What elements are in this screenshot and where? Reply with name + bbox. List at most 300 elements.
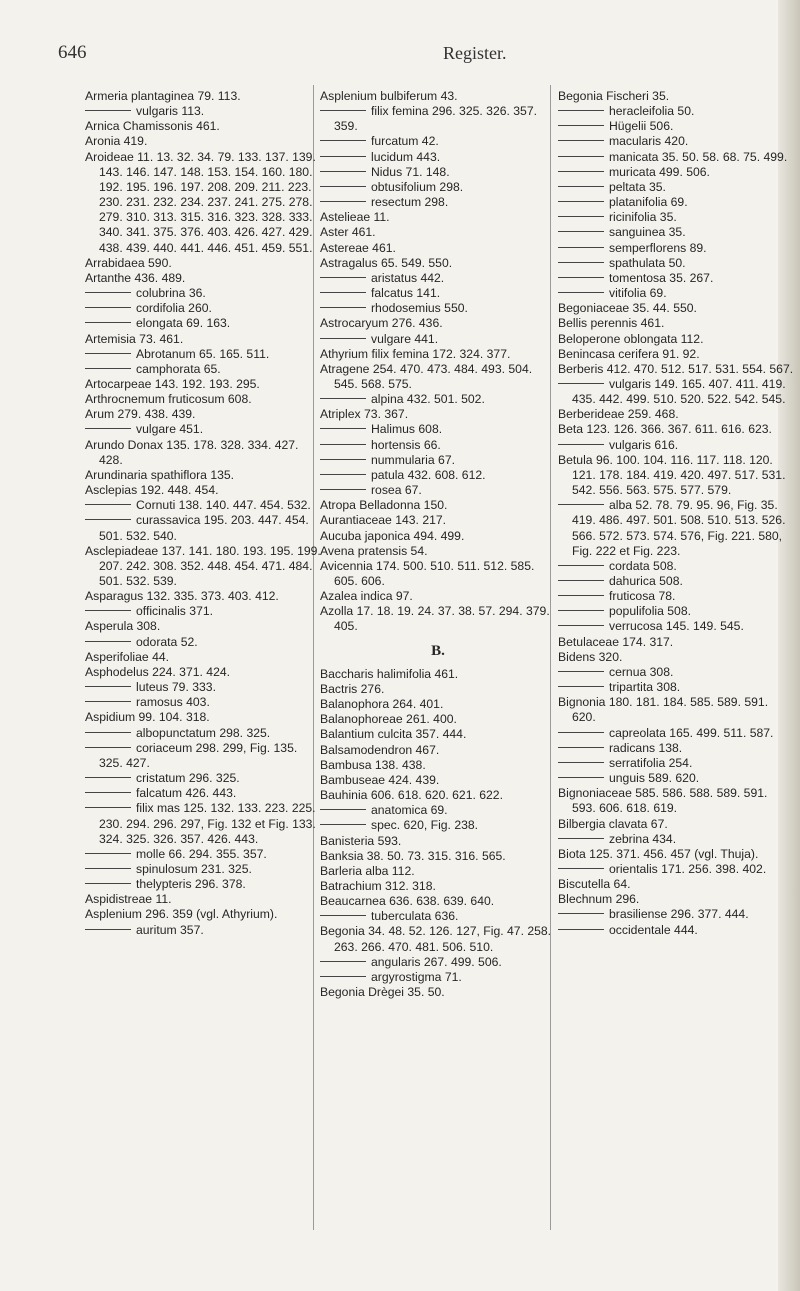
entry-text: populifolia 508. bbox=[609, 604, 691, 619]
entry-text: Arthrocnemum fruticosum 608. bbox=[85, 392, 252, 407]
entry-text: Banksia 38. 50. 73. 315. 316. 565. bbox=[320, 848, 506, 863]
repeat-dash bbox=[558, 201, 604, 202]
entry-text: Asperifoliae 44. bbox=[85, 649, 170, 664]
entry-text: Balanophoreae 261. 400. bbox=[320, 712, 457, 727]
entry-text: manicata 35. 50. 58. 68. 75. 499. bbox=[609, 149, 788, 164]
repeat-dash bbox=[85, 307, 131, 308]
entry-text: Arum 279. 438. 439. bbox=[85, 407, 196, 422]
index-entry bbox=[85, 134, 321, 149]
index-entry bbox=[320, 210, 556, 225]
entry-text: angularis 267. 499. 506. bbox=[371, 954, 502, 969]
index-subentry bbox=[85, 862, 321, 877]
repeat-dash bbox=[558, 504, 604, 505]
entry-text: Begoniaceae 35. 44. 550. bbox=[558, 301, 697, 316]
entry-text: Astelieae 11. bbox=[320, 210, 390, 225]
repeat-dash bbox=[320, 186, 366, 187]
repeat-dash bbox=[558, 216, 604, 217]
repeat-dash bbox=[558, 262, 604, 263]
entry-text: Abrotanum 65. 165. 511. bbox=[136, 346, 270, 361]
entry-text: coriaceum 298. 299, Fig. 135. 325. 427. bbox=[99, 740, 298, 770]
index-subentry bbox=[558, 438, 794, 453]
entry-text: Barleria alba 112. bbox=[320, 863, 415, 878]
index-subentry bbox=[558, 559, 794, 574]
entry-text: falcatum 426. 443. bbox=[136, 786, 237, 801]
index-column-2 bbox=[320, 89, 556, 1000]
index-subentry bbox=[320, 970, 556, 985]
index-subentry bbox=[558, 923, 794, 938]
index-subentry bbox=[320, 453, 556, 468]
index-entry bbox=[320, 347, 556, 362]
index-entry bbox=[85, 544, 321, 589]
entry-text: camphorata 65. bbox=[136, 361, 221, 376]
repeat-dash bbox=[85, 292, 131, 293]
repeat-dash bbox=[320, 156, 366, 157]
index-entry bbox=[558, 817, 794, 832]
repeat-dash bbox=[558, 732, 604, 733]
index-entry bbox=[85, 468, 321, 483]
repeat-dash bbox=[85, 701, 131, 702]
repeat-dash bbox=[85, 883, 131, 884]
index-entry bbox=[320, 758, 556, 773]
index-subentry bbox=[85, 362, 321, 377]
index-entry bbox=[558, 650, 794, 665]
repeat-dash bbox=[558, 292, 604, 293]
entry-text: filix mas 125. 132. 133. 223. 225. 230. 294. 296. 297, Fig. 132 et Fig. 133. 324. 325. 326. 357. 426. 443. bbox=[99, 801, 316, 846]
entry-text: Berberideae 259. 468. bbox=[558, 407, 679, 422]
index-entry bbox=[85, 589, 321, 604]
entry-text: sanguinea 35. bbox=[609, 225, 686, 240]
repeat-dash bbox=[85, 519, 131, 520]
index-subentry bbox=[558, 574, 794, 589]
index-subentry bbox=[320, 180, 556, 195]
entry-text: tuberculata 636. bbox=[371, 909, 459, 924]
entry-text: Aspidium 99. 104. 318. bbox=[85, 710, 210, 725]
index-entry bbox=[320, 604, 556, 634]
entry-text: cernua 308. bbox=[609, 664, 674, 679]
entry-text: spinulosum 231. 325. bbox=[136, 861, 252, 876]
index-subentry bbox=[85, 498, 321, 513]
entry-text: vulgare 441. bbox=[371, 331, 439, 346]
repeat-dash bbox=[320, 489, 366, 490]
index-subentry bbox=[85, 680, 321, 695]
entry-text: orientalis 171. 256. 398. 402. bbox=[609, 861, 767, 876]
entry-text: Azolla 17. 18. 19. 24. 37. 38. 57. 294. 379. 405. bbox=[320, 604, 550, 634]
index-subentry bbox=[558, 180, 794, 195]
entry-text: alba 52. 78. 79. 95. 96, Fig. 35. 419. 486. 497. 501. 508. 510. 513. 526. 566. 572. 573. 574. 576, Fig. 221. 580, Fig. 222 et Fig. 223. bbox=[572, 498, 786, 558]
repeat-dash bbox=[85, 747, 131, 748]
repeat-dash bbox=[558, 686, 604, 687]
entry-text: Asclepiadeae 137. 141. 180. 193. 195. 199. 207. 242. 308. 352. 448. 454. 471. 484. 501. 532. 539. bbox=[85, 543, 321, 588]
index-subentry bbox=[85, 604, 321, 619]
entry-text: Aronia 419. bbox=[85, 134, 148, 149]
repeat-dash bbox=[320, 976, 366, 977]
entry-text: Artocarpeae 143. 192. 193. 295. bbox=[85, 376, 260, 391]
entry-text: Bambuseae 424. 439. bbox=[320, 772, 440, 787]
entry-text: Asplenium bulbiferum 43. bbox=[320, 89, 458, 103]
index-entry bbox=[320, 589, 556, 604]
entry-text: vulgaris 616. bbox=[609, 437, 679, 452]
entry-text: Bauhinia 606. 618. 620. 621. 622. bbox=[320, 788, 503, 803]
index-subentry bbox=[558, 589, 794, 604]
repeat-dash bbox=[558, 140, 604, 141]
entry-text: Bidens 320. bbox=[558, 649, 623, 664]
repeat-dash bbox=[558, 565, 604, 566]
index-subentry bbox=[320, 271, 556, 286]
entry-text: Biota 125. 371. 456. 457 (vgl. Thuja). bbox=[558, 846, 759, 861]
entry-text: cordata 508. bbox=[609, 558, 677, 573]
index-subentry bbox=[558, 225, 794, 240]
index-subentry bbox=[320, 955, 556, 970]
repeat-dash bbox=[558, 762, 604, 763]
index-subentry bbox=[320, 150, 556, 165]
entry-text: Berberis 412. 470. 512. 517. 531. 554. 567. bbox=[558, 361, 794, 376]
index-subentry bbox=[558, 210, 794, 225]
entry-text: molle 66. 294. 355. 357. bbox=[136, 846, 267, 861]
entry-text: Bellis perennis 461. bbox=[558, 316, 665, 331]
index-entry bbox=[320, 864, 556, 879]
repeat-dash bbox=[558, 110, 604, 111]
running-head: Register. bbox=[443, 43, 507, 63]
entry-text: brasiliense 296. 377. 444. bbox=[609, 907, 749, 922]
entry-text: patula 432. 608. 612. bbox=[371, 467, 486, 482]
index-entry bbox=[558, 301, 794, 316]
index-subentry bbox=[85, 877, 321, 892]
index-entry bbox=[85, 271, 321, 286]
entry-text: Baccharis halimifolia 461. bbox=[320, 666, 459, 681]
entry-text: Balantium culcita 357. 444. bbox=[320, 727, 467, 742]
index-entry bbox=[558, 407, 794, 422]
repeat-dash bbox=[558, 171, 604, 172]
index-entry bbox=[320, 924, 556, 954]
repeat-dash bbox=[85, 807, 131, 808]
index-entry bbox=[320, 682, 556, 697]
index-entry bbox=[85, 377, 321, 392]
index-entry bbox=[558, 892, 794, 907]
index-subentry bbox=[558, 756, 794, 771]
index-subentry bbox=[558, 241, 794, 256]
index-subentry bbox=[558, 271, 794, 286]
index-subentry bbox=[320, 332, 556, 347]
index-subentry bbox=[558, 862, 794, 877]
repeat-dash bbox=[558, 610, 604, 611]
repeat-dash bbox=[558, 186, 604, 187]
entry-text: Asparagus 132. 335. 373. 403. 412. bbox=[85, 589, 279, 604]
entry-text: Aroideae 11. 13. 32. 34. 79. 133. 137. 139. 143. 146. 147. 148. 153. 154. 160. 180. 192. 195. 196. 197. 208. 209. 211. 223. 230. 231. 232. 234. 237. 241. 275. 278. 279. 310. 313. 315. 316. 323. 328. 333. 340. 341. 375. 376. 403. 426. 427. 429. 438. 439. 440. 441. 446. 451. 459. 551. bbox=[85, 149, 316, 255]
index-entry bbox=[85, 119, 321, 134]
repeat-dash bbox=[320, 474, 366, 475]
section-letter: B. bbox=[431, 642, 445, 659]
repeat-dash bbox=[558, 125, 604, 126]
entry-text: Nidus 71. 148. bbox=[371, 164, 450, 179]
entry-text: albopunctatum 298. 325. bbox=[136, 725, 271, 740]
repeat-dash bbox=[320, 915, 366, 916]
entry-text: ricinifolia 35. bbox=[609, 210, 677, 225]
entry-text: Aster 461. bbox=[320, 225, 376, 240]
repeat-dash bbox=[558, 868, 604, 869]
repeat-dash bbox=[85, 641, 131, 642]
index-subentry bbox=[558, 195, 794, 210]
entry-text: resectum 298. bbox=[371, 195, 449, 210]
index-entry bbox=[85, 256, 321, 271]
entry-text: Arundo Donax 135. 178. 328. 334. 427. 428. bbox=[85, 437, 299, 467]
entry-text: peltata 35. bbox=[609, 179, 666, 194]
index-entry bbox=[85, 907, 321, 922]
index-subentry bbox=[85, 786, 321, 801]
repeat-dash bbox=[320, 444, 366, 445]
index-subentry bbox=[558, 256, 794, 271]
entry-text: lucidum 443. bbox=[371, 149, 441, 164]
index-entry bbox=[320, 362, 556, 392]
index-entry bbox=[558, 847, 794, 862]
repeat-dash bbox=[85, 792, 131, 793]
index-subentry bbox=[320, 422, 556, 437]
entry-text: Athyrium filix femina 172. 324. 377. bbox=[320, 346, 511, 361]
repeat-dash bbox=[85, 732, 131, 733]
repeat-dash bbox=[85, 110, 131, 111]
index-subentry bbox=[558, 377, 794, 407]
index-entry bbox=[320, 879, 556, 894]
entry-text: Halimus 608. bbox=[371, 422, 443, 437]
entry-text: Bignoniaceae 585. 586. 588. 589. 591. 593. 606. 618. 619. bbox=[558, 786, 768, 816]
repeat-dash bbox=[320, 809, 366, 810]
index-entry bbox=[320, 773, 556, 788]
entry-text: Bignonia 180. 181. 184. 585. 589. 591. 620. bbox=[558, 695, 769, 725]
repeat-dash bbox=[85, 853, 131, 854]
repeat-dash bbox=[320, 171, 366, 172]
index-entry bbox=[558, 786, 794, 816]
index-subentry bbox=[85, 513, 321, 543]
index-entry bbox=[320, 712, 556, 727]
entry-text: unguis 589. 620. bbox=[609, 771, 700, 786]
entry-text: vulgaris 149. 165. 407. 411. 419. 435. 442. 499. 510. 520. 522. 542. 545. bbox=[572, 376, 786, 407]
index-entry bbox=[85, 407, 321, 422]
index-subentry bbox=[558, 619, 794, 634]
index-entry bbox=[320, 544, 556, 559]
entry-text: Betulaceae 174. 317. bbox=[558, 634, 674, 649]
entry-text: Azalea indica 97. bbox=[320, 589, 413, 604]
entry-text: vulgaris 113. bbox=[136, 104, 205, 119]
repeat-dash bbox=[85, 504, 131, 505]
entry-text: muricata 499. 506. bbox=[609, 164, 710, 179]
index-column-1 bbox=[85, 89, 321, 938]
entry-text: obtusifolium 298. bbox=[371, 179, 464, 194]
entry-text: vulgare 451. bbox=[136, 422, 204, 437]
entry-text: cordifolia 260. bbox=[136, 301, 212, 316]
entry-text: spec. 620, Fig. 238. bbox=[371, 818, 479, 833]
index-entry bbox=[320, 985, 556, 1000]
index-entry bbox=[558, 635, 794, 650]
entry-text: Benincasa cerifera 91. 92. bbox=[558, 346, 700, 361]
entry-text: argyrostigma 71. bbox=[371, 969, 462, 984]
index-entry bbox=[85, 710, 321, 725]
entry-text: auritum 357. bbox=[136, 922, 204, 937]
index-subentry bbox=[85, 286, 321, 301]
index-subentry bbox=[320, 165, 556, 180]
repeat-dash bbox=[558, 671, 604, 672]
entry-text: Begonia Drègei 35. 50. bbox=[320, 985, 445, 1000]
entry-text: Asplenium 296. 359 (vgl. Athyrium). bbox=[85, 907, 278, 922]
repeat-dash bbox=[558, 929, 604, 930]
index-entry bbox=[85, 392, 321, 407]
repeat-dash bbox=[558, 580, 604, 581]
repeat-dash bbox=[558, 277, 604, 278]
index-subentry bbox=[85, 104, 321, 119]
entry-text: tripartita 308. bbox=[609, 680, 681, 695]
entry-text: cristatum 296. 325. bbox=[136, 771, 240, 786]
entry-text: odorata 52. bbox=[136, 634, 198, 649]
entry-text: Bambusa 138. 438. bbox=[320, 757, 426, 772]
index-subentry bbox=[320, 286, 556, 301]
index-entry bbox=[558, 316, 794, 331]
repeat-dash bbox=[558, 444, 604, 445]
entry-text: Arundinaria spathiflora 135. bbox=[85, 467, 235, 482]
entry-text: Hügelii 506. bbox=[609, 119, 674, 134]
entry-text: Begonia 34. 48. 52. 126. 127, Fig. 47. 258. 263. 266. 470. 481. 506. 510. bbox=[320, 924, 552, 954]
entry-text: filix femina 296. 325. 326. 357. 359. bbox=[334, 104, 537, 134]
index-subentry bbox=[85, 301, 321, 316]
index-entry bbox=[320, 316, 556, 331]
index-column-3 bbox=[558, 89, 794, 938]
entry-text: occidentale 444. bbox=[609, 922, 698, 937]
index-entry bbox=[85, 89, 321, 104]
index-subentry bbox=[85, 771, 321, 786]
repeat-dash bbox=[85, 353, 131, 354]
repeat-dash bbox=[320, 140, 366, 141]
entry-text: Astereae 461. bbox=[320, 240, 396, 255]
index-subentry bbox=[85, 316, 321, 331]
index-entry bbox=[85, 892, 321, 907]
index-entry bbox=[85, 150, 321, 256]
index-subentry bbox=[558, 150, 794, 165]
entry-text: macularis 420. bbox=[609, 134, 689, 149]
index-subentry bbox=[558, 134, 794, 149]
entry-text: Beaucarnea 636. 638. 639. 640. bbox=[320, 894, 495, 909]
index-entry bbox=[320, 529, 556, 544]
entry-text: Aurantiaceae 143. 217. bbox=[320, 513, 447, 528]
index-subentry bbox=[558, 665, 794, 680]
entry-text: Armeria plantaginea 79. 113. bbox=[85, 89, 241, 103]
repeat-dash bbox=[320, 277, 366, 278]
index-subentry bbox=[85, 695, 321, 710]
entry-text: fruticosa 78. bbox=[609, 589, 676, 604]
index-subentry bbox=[558, 604, 794, 619]
entry-text: rhodosemius 550. bbox=[371, 301, 468, 316]
repeat-dash bbox=[558, 383, 604, 384]
index-entry bbox=[320, 225, 556, 240]
index-entry bbox=[320, 256, 556, 271]
repeat-dash bbox=[558, 747, 604, 748]
repeat-dash bbox=[85, 686, 131, 687]
entry-text: Arrabidaea 590. bbox=[85, 255, 172, 270]
index-subentry bbox=[320, 134, 556, 149]
index-entry bbox=[558, 695, 794, 725]
repeat-dash bbox=[558, 913, 604, 914]
index-entry bbox=[320, 407, 556, 422]
index-entry bbox=[85, 332, 321, 347]
repeat-dash bbox=[558, 247, 604, 248]
index-subentry bbox=[320, 392, 556, 407]
index-subentry bbox=[85, 635, 321, 650]
repeat-dash bbox=[320, 338, 366, 339]
index-entry bbox=[85, 438, 321, 468]
entry-text: rosea 67. bbox=[371, 483, 422, 498]
index-subentry bbox=[85, 741, 321, 771]
index-entry bbox=[558, 877, 794, 892]
index-subentry bbox=[320, 438, 556, 453]
index-subentry bbox=[558, 741, 794, 756]
repeat-dash bbox=[558, 595, 604, 596]
index-subentry bbox=[558, 104, 794, 119]
index-subentry bbox=[320, 803, 556, 818]
entry-text: Avena pratensis 54. bbox=[320, 543, 428, 558]
entry-text: Atropa Belladonna 150. bbox=[320, 498, 448, 513]
repeat-dash bbox=[320, 201, 366, 202]
entry-text: Asclepias 192. 448. 454. bbox=[85, 483, 219, 498]
index-subentry bbox=[558, 498, 794, 559]
index-entry bbox=[320, 849, 556, 864]
repeat-dash bbox=[320, 961, 366, 962]
repeat-dash bbox=[558, 777, 604, 778]
entry-text: Balanophora 264. 401. bbox=[320, 697, 444, 712]
repeat-dash bbox=[320, 398, 366, 399]
entry-text: ramosus 403. bbox=[136, 695, 210, 710]
entry-text: curassavica 195. 203. 447. 454. 501. 532. 540. bbox=[99, 513, 309, 543]
entry-text: heracleifolia 50. bbox=[609, 104, 695, 119]
index-entry bbox=[558, 347, 794, 362]
entry-text: Biscutella 64. bbox=[558, 877, 631, 892]
index-subentry bbox=[320, 483, 556, 498]
index-subentry bbox=[320, 909, 556, 924]
index-entry bbox=[320, 743, 556, 758]
entry-text: tomentosa 35. 267. bbox=[609, 270, 714, 285]
index-subentry bbox=[558, 165, 794, 180]
repeat-dash bbox=[320, 824, 366, 825]
index-subentry bbox=[85, 923, 321, 938]
entry-text: nummularia 67. bbox=[371, 452, 455, 467]
entry-text: Beloperone oblongata 112. bbox=[558, 331, 704, 346]
repeat-dash bbox=[85, 610, 131, 611]
repeat-dash bbox=[320, 428, 366, 429]
index-entry bbox=[320, 727, 556, 742]
repeat-dash bbox=[320, 459, 366, 460]
index-entry bbox=[558, 332, 794, 347]
entry-text: anatomica 69. bbox=[371, 803, 448, 818]
index-subentry bbox=[85, 801, 321, 846]
index-entry bbox=[85, 619, 321, 634]
entry-text: Artanthe 436. 489. bbox=[85, 270, 186, 285]
index-entry bbox=[320, 241, 556, 256]
entry-text: Astrocaryum 276. 436. bbox=[320, 316, 443, 331]
entry-text: Aucuba japonica 494. 499. bbox=[320, 528, 465, 543]
entry-text: luteus 79. 333. bbox=[136, 680, 216, 695]
entry-text: Begonia Fischeri 35. bbox=[558, 89, 670, 103]
repeat-dash bbox=[558, 156, 604, 157]
index-subentry bbox=[320, 468, 556, 483]
repeat-dash bbox=[85, 868, 131, 869]
entry-text: hortensis 66. bbox=[371, 437, 441, 452]
repeat-dash bbox=[85, 777, 131, 778]
index-entry bbox=[320, 788, 556, 803]
repeat-dash bbox=[85, 929, 131, 930]
repeat-dash bbox=[558, 838, 604, 839]
index-subentry bbox=[558, 119, 794, 134]
entry-text: Bilbergia clavata 67. bbox=[558, 816, 668, 831]
entry-text: platanifolia 69. bbox=[609, 195, 688, 210]
entry-text: Beta 123. 126. 366. 367. 611. 616. 623. bbox=[558, 422, 772, 437]
entry-text: Aspidistreae 11. bbox=[85, 892, 172, 907]
index-subentry bbox=[558, 680, 794, 695]
repeat-dash bbox=[320, 110, 366, 111]
